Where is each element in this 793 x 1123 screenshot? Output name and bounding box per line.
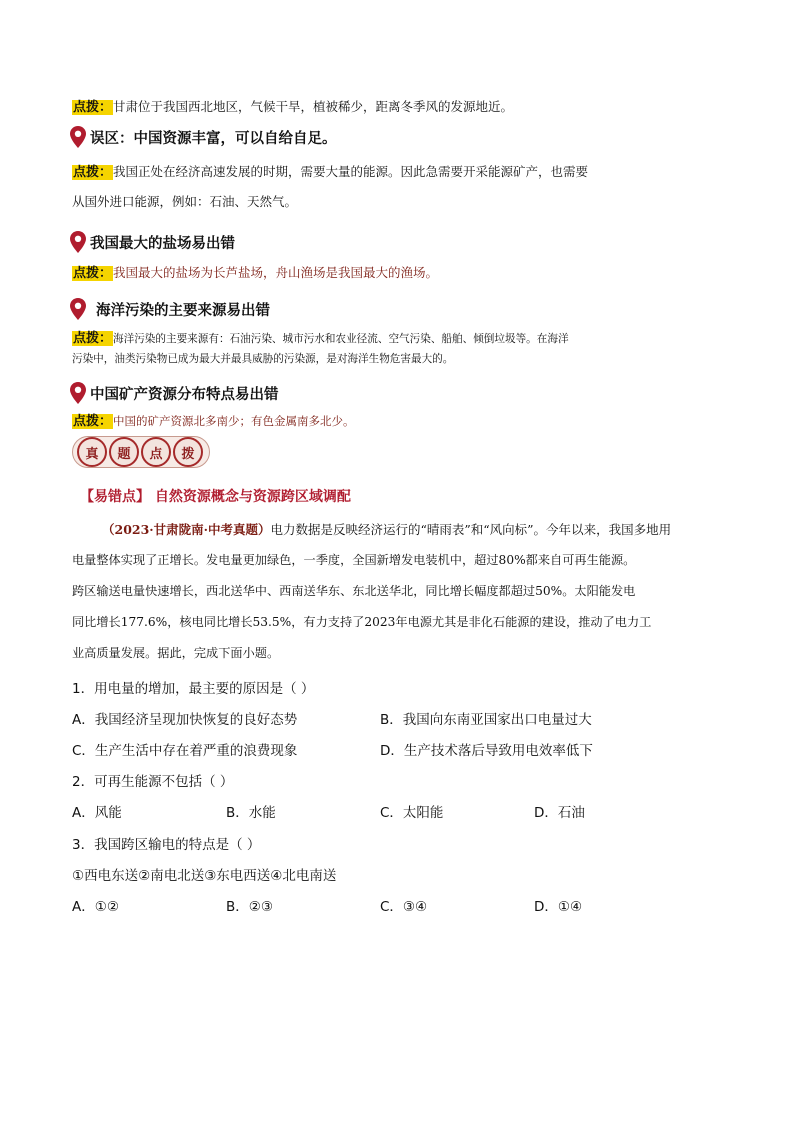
banner-char: 真: [77, 437, 107, 467]
passage-line-3: 跨区输送电量快速增长，西北送华中、西南送华东、东北送华北，同比增长幅度都超过50%。太阳能发电: [72, 584, 636, 598]
banner-char: 拨: [173, 437, 203, 467]
passage-text: 电力数据是反映经济运行的“晴雨表”和“风向标”。今年以来，我国多地用: [270, 522, 672, 537]
question-3-option-d[interactable]: D．①④: [534, 899, 583, 915]
question-3-stem: 3．我国跨区输电的特点是（ ）: [72, 837, 261, 853]
error-heading-4: [70, 381, 279, 405]
question-3-option-c[interactable]: C．③④: [380, 899, 428, 915]
passage-line-2: 电量整体实现了正增长。发电量更加绿色，一季度，全国新增发电装机中，超过80%都来自可再生能源。: [72, 553, 636, 567]
location-pin-icon: [70, 231, 86, 253]
tip-2: [72, 163, 588, 182]
question-2-option-b[interactable]: B．水能: [226, 805, 276, 821]
error-title: 中国矿产资源分布特点易出错: [90, 386, 279, 403]
passage-line-4: 同比增长177.6%，核电同比增长53.5%，有力支持了2023年电源尤其是非化石能源的建设，推动了电力工: [72, 615, 652, 629]
location-pin-icon: [70, 298, 86, 320]
question-2-option-c[interactable]: C．太阳能: [380, 805, 444, 821]
question-2-option-d[interactable]: D．石油: [534, 805, 585, 821]
error-heading-2: [70, 230, 235, 254]
misconception-heading-1: [70, 125, 337, 149]
tip-text-line2: 污染中，油类污染物已成为最大并最具威胁的污染源，是对海洋生物危害最大的。: [72, 353, 454, 365]
tip-1: [72, 98, 513, 117]
question-3-items: ①西电东送②南电北送③东电西送④北电南送: [72, 868, 337, 884]
passage-line-5: 业高质量发展。据此，完成下面小题。: [72, 646, 280, 660]
tip-text-line2: 从国外进口能源，例如：石油、天然气。: [72, 194, 298, 209]
section-title: 【易错点】 自然资源概念与资源跨区域调配: [80, 489, 351, 505]
tip-3: [72, 264, 438, 283]
error-title: 我国最大的盐场易出错: [90, 235, 235, 252]
question-1-option-c[interactable]: C．生产生活中存在着严重的浪费现象: [72, 743, 298, 759]
question-1-stem: 1．用电量的增加，最主要的原因是（ ）: [72, 681, 315, 697]
tip-5: [72, 412, 355, 431]
error-heading-3: [70, 297, 270, 321]
error-title: 海洋污染的主要来源易出错: [96, 302, 270, 319]
question-3-option-b[interactable]: B．②③: [226, 899, 273, 915]
tip-4: [72, 329, 569, 348]
question-1-option-b[interactable]: B．我国向东南亚国家出口电量过大: [380, 712, 592, 728]
tip-text: 中国的矿产资源北多南少；有色金属南多北少。: [113, 414, 355, 428]
tip-text-line1: 我国正处在经济高速发展的时期，需要大量的能源。因此急需要开采能源矿产，也需要: [113, 164, 589, 179]
question-2-stem: 2．可再生能源不包括（ ）: [72, 774, 234, 790]
banner-char: 题: [109, 437, 139, 467]
tip-label: 点拨：: [73, 165, 113, 180]
tip-label: 点拨：: [73, 414, 113, 429]
real-exam-banner: [72, 436, 210, 468]
question-source: （2023·甘肃陇南·中考真题）: [102, 522, 271, 537]
tip-label: 点拨：: [73, 266, 113, 281]
location-pin-icon: [70, 382, 86, 404]
misconception-title: 误区：中国资源丰富，可以自给自足。: [90, 130, 337, 147]
tip-label: 点拨：: [73, 100, 113, 115]
banner-char: 点: [141, 437, 171, 467]
question-1-option-a[interactable]: A．我国经济呈现加快恢复的良好态势: [72, 712, 298, 728]
location-pin-icon: [70, 126, 86, 148]
question-3-option-a[interactable]: A．①②: [72, 899, 119, 915]
tip-label: 点拨：: [73, 331, 113, 346]
question-2-option-a[interactable]: A．风能: [72, 805, 122, 821]
passage-line-1: [102, 520, 671, 538]
tip-text: 我国最大的盐场为长芦盐场，舟山渔场是我国最大的渔场。: [113, 265, 439, 280]
tip-text-line1: 海洋污染的主要来源有：石油污染、城市污水和农业径流、空气污染、船舶、倾倒垃圾等。在海洋: [113, 333, 569, 345]
question-1-option-d[interactable]: D．生产技术落后导致用电效率低下: [380, 743, 593, 759]
tip-text: 甘肃位于我国西北地区，气候干旱，植被稀少，距离冬季风的发源地近。: [113, 99, 514, 114]
